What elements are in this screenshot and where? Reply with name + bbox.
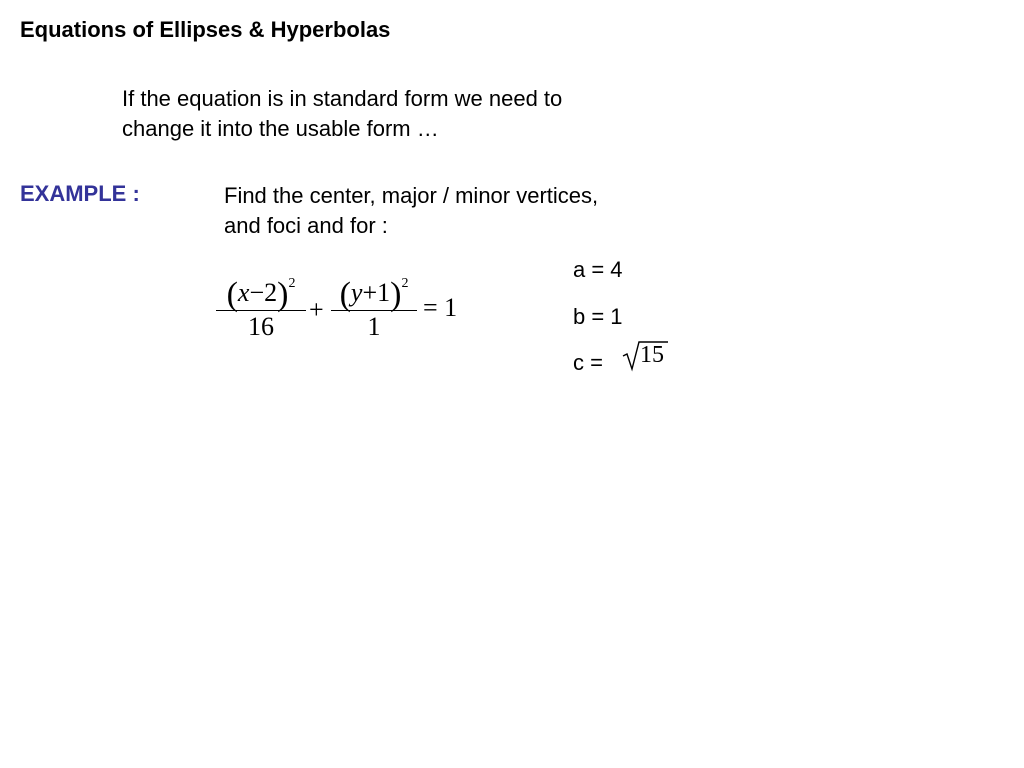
intro-line-1: If the equation is in standard form we need to bbox=[122, 86, 563, 111]
example-instruction bbox=[224, 181, 598, 241]
value-a: a = 4 bbox=[573, 257, 623, 282]
intro-text bbox=[122, 84, 562, 144]
numerator-y: $(y+1)^2$ bbox=[339, 276, 409, 313]
instruction-line-1: Find the center, major / minor vertices, bbox=[224, 183, 599, 208]
const-x: 2 bbox=[264, 278, 278, 307]
var-x: x bbox=[237, 278, 250, 307]
op-y: + bbox=[362, 278, 378, 307]
fraction-y-term bbox=[331, 268, 417, 343]
radicand: 15 bbox=[640, 342, 664, 368]
const-y: 1 bbox=[377, 278, 391, 307]
value-b: b = 1 bbox=[573, 304, 623, 329]
exponent-x: 2 bbox=[288, 276, 296, 291]
var-y: y bbox=[350, 278, 363, 307]
value-c-label: c = bbox=[573, 350, 603, 375]
plus-operator: + bbox=[309, 295, 324, 324]
equals-one: = 1 bbox=[423, 293, 458, 322]
slide-title: Equations of Ellipses & Hyperbolas bbox=[20, 17, 391, 42]
instruction-line-2: and foci and for : bbox=[224, 213, 388, 238]
numerator-x: $(x-2)^2$ bbox=[226, 276, 296, 313]
intro-line-2: change it into the usable form … bbox=[122, 116, 439, 141]
denominator-y: 1 bbox=[367, 312, 381, 341]
example-label: EXAMPLE : bbox=[20, 181, 140, 206]
denominator-x: 16 bbox=[248, 312, 274, 341]
exponent-y: 2 bbox=[401, 276, 409, 291]
op-x: − bbox=[249, 278, 265, 307]
fraction-x-term bbox=[216, 268, 306, 343]
